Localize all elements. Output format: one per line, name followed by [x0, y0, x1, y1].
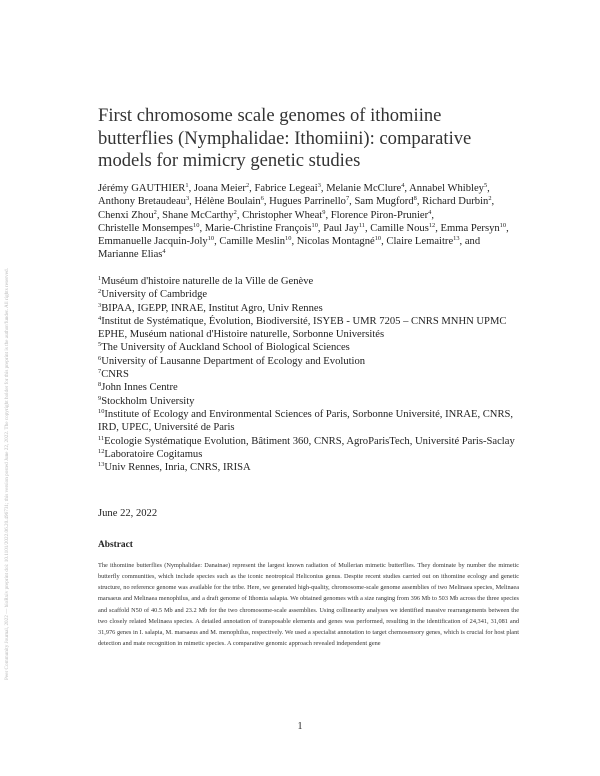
author-affiliation-mark: 4: [401, 182, 405, 189]
author-name: Hugues Parrinello: [269, 196, 346, 208]
affiliation-text: Muséum d'histoire naturelle de la Ville de Genève: [101, 276, 314, 287]
author: [269, 196, 349, 207]
author-list: Jérémy GAUTHIER$^1$, Joana Meier$^2$, Fabrice Legeai$^3$, Melanie McClure$^4$, Annabel Whibley$^5$, Anthony Bretaudeau$^3$, Hélène Boulain$^6$, Hugues Parrinello$^7$, Sam Mugford$^8$, Richard Durbin$^2$, Chenxi Zhou$^2$, Shane McCarthy$^2$, Christopher Wheat$^9$, Florence Piron-Prunier$^4$, Christelle Monsempes$^{10}$, Marie-Christine François$^{10}$, Paul Jay$^{11}$, Camille Nous$^{12}$, Emma Persyn$^{10}$, Emmanuelle Jacquin-Joly$^{10}$, Camille Meslin$^{10}$, Nicolas Montagné$^{10}$, Claire Lemaitre$^{13}$, and Marianne Elias$^4$: [98, 182, 509, 261]
affiliation-number: 3: [98, 301, 102, 309]
affiliation: [98, 288, 518, 301]
affiliation-text: Laboratoire Cogitamus: [104, 448, 203, 460]
author-name: Fabrice Legeai: [254, 183, 318, 194]
author-name: Sam Mugford: [354, 196, 414, 208]
author-name: Camille Meslin: [219, 236, 286, 248]
author-name: Joana Meier: [193, 183, 246, 194]
affiliation-number: 12: [98, 447, 105, 455]
affiliation: [98, 381, 518, 394]
author: [98, 249, 166, 260]
author: [98, 196, 189, 207]
author: [323, 223, 365, 234]
author-affiliation-mark: 10: [193, 221, 200, 229]
author-name: Claire Lemaitre: [386, 236, 454, 248]
affiliation-list: [98, 275, 518, 474]
affiliation-number: 5: [98, 341, 102, 349]
author: [242, 210, 325, 221]
author-name: Marie-Christine François: [204, 222, 312, 234]
affiliation: [98, 315, 518, 342]
abstract-body: The ithomiine butterflies (Nymphalidae: Danainae) represent the largest known radiation of Mullerian mimetic butterflies. They dominate by number the mimetic butterfly communities, which include species such as the iconic neotropical Heliconius genus. Despite recent studies carried out on ithomiine ecology and genetic structure, no reference genome was available for the tribe. Here, we generated high-quality, chromosome-scale genome assemblies of two Melinaea species, Melinaea marsaeus and Melinaea menophilus, and a draft genome of Ithomia salapia. We obtained genomes with a size ranging from 396 Mb to 503 Mb across the three species and scaffold N50 of 40.5 Mb and 23.2 Mb for the two chromosome-scale assemblies. Using collinearity analyses we identified massive rearrangements between the two closely related Melinaea species. A detailed annotation of transposable elements and genes was performed, resulting in the identification of 24,341, 31,081 and 31,976 genes in I. salapia, M. marsaeus and M. menophilus, respectively. We used a specialist annotation to target chemosensory genes, which is crucial for host plant detection and mate recognition in mimetic species. A comparative genomic approach revealed independent gene: [98, 562, 519, 648]
author: [386, 236, 459, 247]
author-name: Paul Jay: [323, 222, 359, 234]
author: [98, 236, 214, 247]
affiliation-text: Univ Rennes, Inria, CNRS, IRISA: [104, 462, 251, 474]
affiliation-text: University of Lausanne Department of Ecology and Evolution: [101, 355, 366, 367]
author: [354, 196, 416, 207]
author: [409, 183, 487, 194]
author: [219, 236, 291, 247]
author-affiliation-mark: 2: [233, 208, 237, 216]
author-affiliation-mark: 13: [453, 235, 460, 243]
author-name: Shane McCarthy: [162, 209, 234, 221]
author: [205, 223, 318, 234]
author-name: Christelle Monsempes: [98, 222, 194, 234]
affiliation-text: The University of Auckland School of Biological Sciences: [101, 342, 350, 354]
author: [98, 183, 189, 194]
author: [422, 196, 491, 207]
author-affiliation-mark: 2: [488, 195, 492, 203]
author: [162, 210, 237, 221]
author: [98, 223, 199, 234]
affiliation-number: 7: [98, 368, 102, 376]
author-name: Anthony Bretaudeau: [98, 196, 186, 208]
author-name: Christopher Wheat: [242, 209, 323, 221]
affiliation: [98, 368, 518, 381]
affiliation: [98, 355, 518, 368]
author-affiliation-mark: 10: [499, 221, 507, 229]
affiliation: [98, 435, 518, 448]
author-name: Marianne Elias: [98, 249, 163, 261]
paper-title: First chromosome scale genomes of ithomiine butterflies (Nymphalidae: Ithomiini): comparative models for mimicry genetic studies: [98, 105, 472, 171]
affiliation-text: John Innes Centre: [101, 382, 178, 394]
author: [370, 223, 435, 234]
author-affiliation-mark: 4: [162, 248, 166, 256]
affiliation: [98, 275, 518, 288]
author-name: Chenxi Zhou: [98, 209, 154, 221]
author-affiliation-mark: 12: [428, 221, 436, 229]
affiliation-text: Institut de Systématique, Évolution, Biodiversité, ISYEB - UMR 7205 – CNRS MNHN UPMC EPHE, Muséum national d'Histoire naturelle, Sorbonne Universités: [98, 315, 507, 341]
affiliation-number: 4: [98, 314, 102, 322]
affiliation: [98, 448, 518, 461]
author-affiliation-mark: 3: [317, 182, 321, 189]
affiliation-text: Ecologie Systématique Evolution, Bâtiment 360, CNRS, AgroParisTech, Université Paris-Saclay: [104, 435, 515, 447]
author-affiliation-mark: 2: [153, 208, 157, 216]
author: [194, 196, 263, 207]
affiliation-text: University of Cambridge: [101, 289, 208, 301]
author-name: Melanie McClure: [326, 183, 402, 194]
author-name: Florence Piron-Prunier: [330, 209, 429, 221]
affiliation-number: 10: [98, 407, 105, 415]
author-name: Camille Nous: [370, 222, 429, 234]
affiliation-text: Stockholm University: [101, 395, 195, 407]
author-name: Hélène Boulain: [194, 196, 261, 208]
affiliation-number: 1: [98, 275, 102, 282]
affiliation: [98, 408, 518, 435]
affiliation: [98, 302, 518, 315]
author: [254, 183, 320, 194]
author-affiliation-mark: 10: [374, 235, 382, 243]
author-affiliation-mark: 10: [207, 235, 215, 243]
affiliation-number: 13: [98, 461, 105, 469]
author-affiliation-mark: 9: [322, 208, 326, 216]
affiliation-number: 6: [98, 354, 102, 362]
author-name: Emmanuelle Jacquin-Joly: [98, 236, 208, 248]
publication-date: June 22, 2022: [98, 508, 158, 519]
author-name: Nicolas Montagné: [296, 236, 375, 248]
author-name: Annabel Whibley: [409, 183, 484, 194]
author-name: Jérémy GAUTHIER: [98, 183, 186, 194]
author-name: Richard Durbin: [422, 196, 489, 208]
affiliation-text: Institute of Ecology and Environmental Sciences of Paris, Sorbonne Université, INRAE, CNRS, IRD, UPEC, Université de Paris: [98, 408, 514, 434]
author: [441, 223, 507, 234]
affiliation-number: 2: [98, 288, 102, 296]
author: [331, 210, 432, 221]
affiliation-number: 9: [98, 394, 102, 402]
author: [98, 210, 157, 221]
affiliation-text: BIPAA, IGEPP, INRAE, Institut Agro, Univ Rennes: [101, 302, 323, 314]
affiliation-number: 8: [98, 381, 102, 389]
author-affiliation-mark: 7: [345, 195, 350, 203]
abstract-heading: Abstract: [98, 540, 133, 550]
author: [297, 236, 381, 247]
page-number: 1: [297, 721, 303, 732]
author: [194, 183, 249, 194]
author-affiliation-mark: 1: [185, 182, 189, 189]
affiliation: [98, 461, 518, 474]
affiliation: [98, 341, 518, 354]
author-affiliation-mark: 10: [285, 235, 292, 243]
author-affiliation-mark: 4: [428, 208, 432, 216]
author-affiliation-mark: 10: [311, 221, 318, 229]
affiliation-text: CNRS: [101, 369, 129, 381]
author: [326, 183, 404, 194]
author-affiliation-mark: 6: [260, 195, 264, 203]
author-affiliation-mark: 5: [483, 182, 488, 189]
affiliation-number: 11: [98, 434, 105, 442]
author-affiliation-mark: 2: [245, 182, 250, 189]
affiliation: [98, 395, 518, 408]
author-affiliation-mark: 11: [358, 221, 365, 229]
author-name: Emma Persyn: [440, 222, 500, 234]
author-affiliation-mark: 8: [413, 195, 417, 203]
author-affiliation-mark: 3: [185, 195, 190, 203]
side-stamp: Peer Community Journal, 2022 — bioRxiv preprint doi: 10.1101/2022.06.20.496731; this version posted June 22, 2022. The copyright holder for this preprint is the author/funder. All rights reserved.: [4, 268, 10, 680]
